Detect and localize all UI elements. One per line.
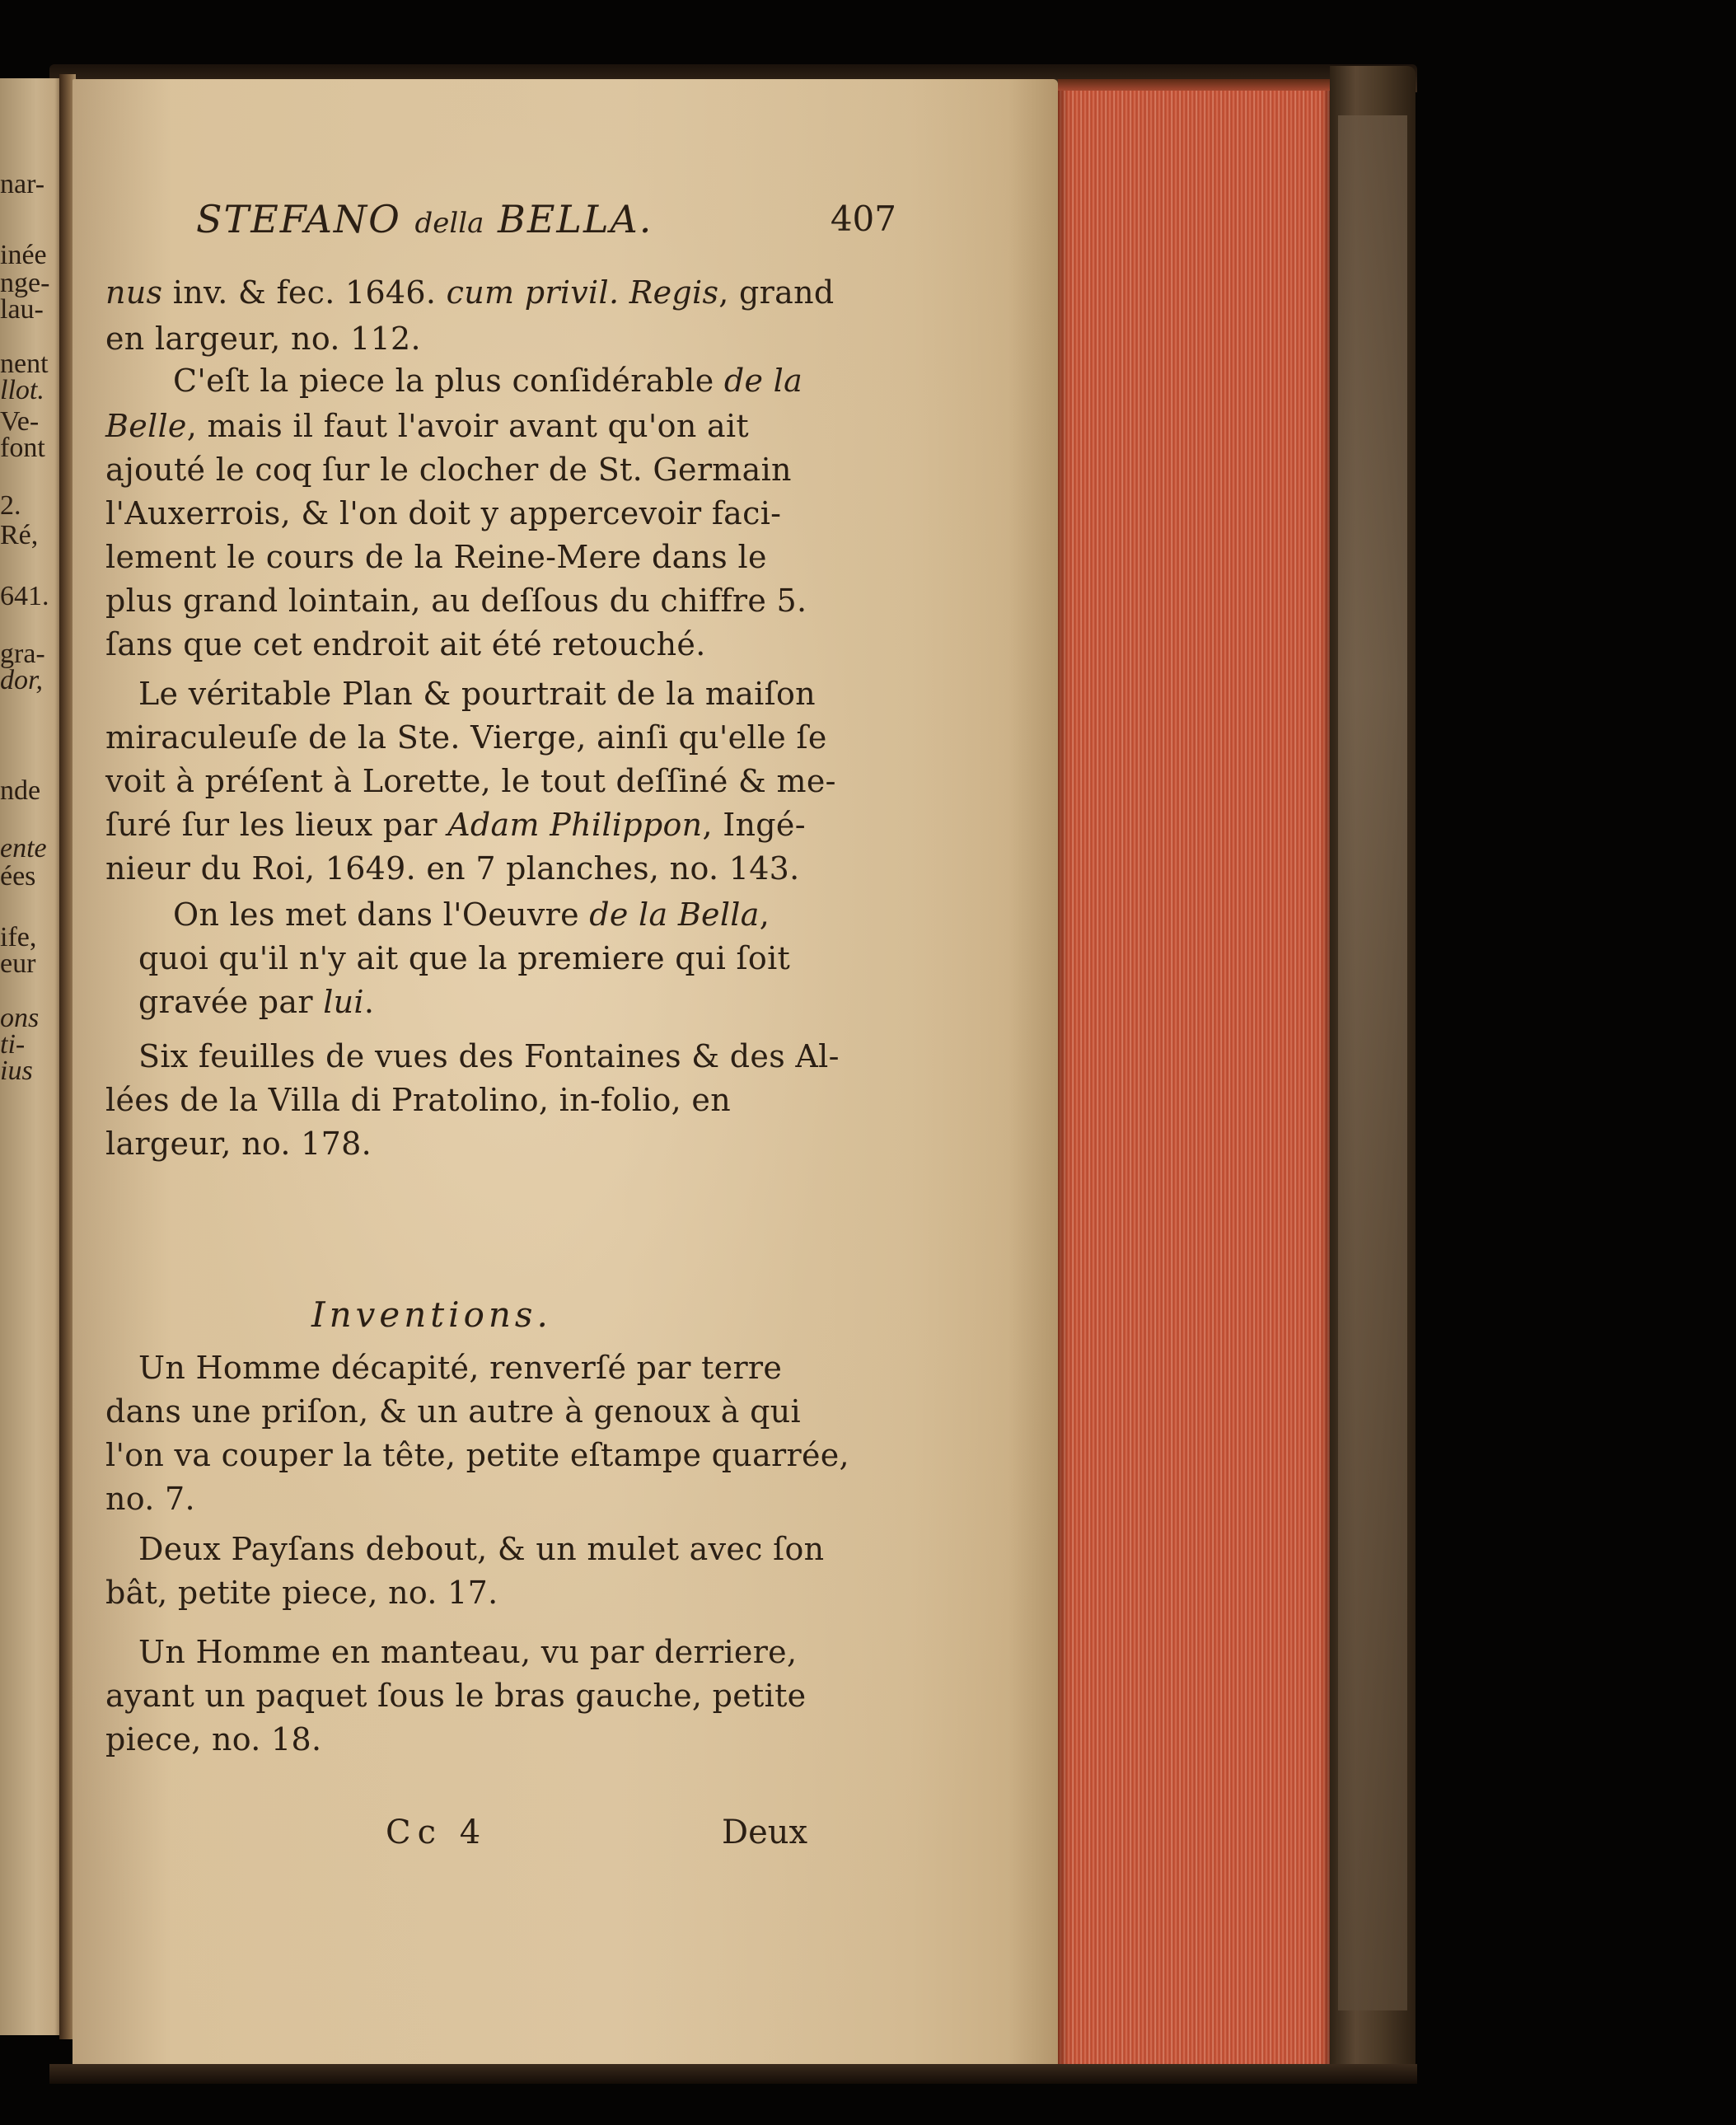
text-fragment: , mais il faut l'avoir avant qu'on ait — [186, 408, 749, 444]
left-page-fragment: nde — [0, 775, 41, 806]
text-line — [105, 807, 806, 843]
page-number: 407 — [830, 199, 896, 239]
text-line: dans une priſon, & un autre à genoux à qui — [105, 1393, 801, 1430]
left-page-fragment: 641. — [0, 581, 49, 611]
text-line — [105, 410, 749, 442]
page-block-edge — [1058, 79, 1330, 2073]
left-page-fragment: 2. — [0, 490, 21, 521]
text-fragment: C'eſt la piece la plus conſidérable — [173, 363, 724, 399]
left-page-fragment: nent — [0, 349, 49, 379]
text-fragment: ſuré ſur les lieux par — [105, 807, 448, 843]
text-line: nieur du Roi, 1649. en 7 planches, no. 143. — [105, 850, 800, 887]
text-line: piece, no. 18. — [105, 1721, 322, 1758]
text-line: ſans que cet endroit ait été retouché. — [105, 626, 706, 662]
text-fragment: de la — [723, 363, 803, 399]
left-page-fragment: eur — [0, 948, 36, 979]
text-line: lées de la Villa di Pratolino, in-folio, en — [105, 1082, 731, 1118]
running-head-title-part: BELLA. — [484, 197, 653, 241]
right-page — [73, 79, 1058, 2073]
text-line: plus grand lointain, au deſſous du chiffre 5. — [105, 583, 807, 619]
text-fragment: , — [759, 896, 770, 933]
cover-right-band — [1338, 115, 1407, 2010]
text-line: Un Homme en manteau, vu par derriere, — [138, 1634, 798, 1670]
text-line: Un Homme décapité, renverſé par terre — [138, 1350, 783, 1386]
text-fragment: , grand — [718, 274, 835, 311]
catchword: Deux — [722, 1814, 808, 1851]
text-fragment: Adam Philippon — [447, 807, 703, 843]
running-head-title — [196, 197, 653, 241]
text-fragment: cum privil. Regis — [446, 274, 719, 311]
left-page-fragment: lau- — [0, 294, 44, 325]
left-page-fragment: font — [0, 433, 45, 463]
text-line: no. 7. — [105, 1481, 195, 1517]
left-page-fragment: dor, — [0, 665, 43, 695]
text-line: bât, petite piece, no. 17. — [105, 1575, 498, 1611]
text-line — [173, 363, 803, 399]
left-page-fragment: ife, — [0, 922, 37, 953]
text-fragment: On les met dans l'Oeuvre — [173, 896, 590, 933]
running-head-title-small: della — [414, 207, 484, 240]
text-line: Le véritable Plan & pourtrait de la maiſon — [138, 676, 816, 712]
text-line: Deux Payſans debout, & un mulet avec ſon — [138, 1531, 825, 1567]
left-page-fragment: nar- — [0, 169, 45, 199]
text-fragment: , Ingé- — [702, 807, 806, 843]
section-heading: Inventions. — [311, 1294, 552, 1335]
text-fragment: lui — [323, 984, 364, 1020]
left-page-fragment: ées — [0, 861, 36, 892]
left-page-fragment: gra- — [0, 639, 45, 669]
text-line: lement le cours de la Reine-Mere dans le — [105, 539, 767, 575]
text-line — [173, 896, 770, 933]
left-page-fragment: Ré, — [0, 520, 39, 550]
left-page-fragment: ons — [0, 1003, 40, 1033]
text-line: voit à préſent à Lorette, le tout deſſiné & me- — [105, 763, 836, 799]
text-fragment: de la Bella — [589, 896, 760, 933]
text-fragment: . — [363, 984, 375, 1020]
text-line — [138, 986, 374, 1018]
left-page-fragment: llot. — [0, 375, 44, 405]
running-head-title-part: STEFANO — [196, 197, 415, 241]
page-block-top-shadow — [1058, 79, 1330, 91]
text-line: largeur, no. 178. — [105, 1126, 372, 1162]
text-line — [105, 274, 835, 311]
left-page-fragment: ti- — [0, 1029, 26, 1060]
text-line: Six feuilles de vues des Fontaines & des Al- — [138, 1038, 840, 1074]
text-line: ajouté le coq ſur le clocher de St. Germain — [105, 452, 792, 488]
text-fragment: gravée par — [138, 984, 324, 1020]
text-line: en largeur, no. 112. — [105, 321, 421, 357]
left-page-fragment: ius — [0, 1055, 33, 1086]
text-line: quoi qu'il n'y ait que la premiere qui ſoit — [138, 940, 791, 976]
text-line: ayant un paquet ſous le bras gauche, petite — [105, 1678, 807, 1714]
text-line: miraculeuſe de la Ste. Vierge, ainſi qu'elle ſe — [105, 719, 827, 756]
left-page-fragment: inée — [0, 240, 47, 270]
running-head — [196, 197, 896, 241]
left-page-fragment: Ve- — [0, 406, 40, 437]
text-fragment: inv. & fec. 1646. — [162, 274, 447, 311]
signature-mark: Cc 4 — [386, 1814, 488, 1851]
left-page-fragment: nge- — [0, 268, 50, 298]
text-fragment: nus — [105, 274, 163, 311]
text-fragment: Belle — [105, 408, 187, 444]
cover-bottom-edge — [49, 2064, 1417, 2084]
text-line: l'Auxerrois, & l'on doit y appercevoir faci- — [105, 495, 782, 531]
page-text — [73, 79, 1058, 2073]
left-page-sliver — [0, 78, 66, 2035]
left-page-fragment: ente — [0, 833, 47, 864]
text-line: l'on va couper la tête, petite eſtampe quarrée, — [105, 1437, 849, 1473]
